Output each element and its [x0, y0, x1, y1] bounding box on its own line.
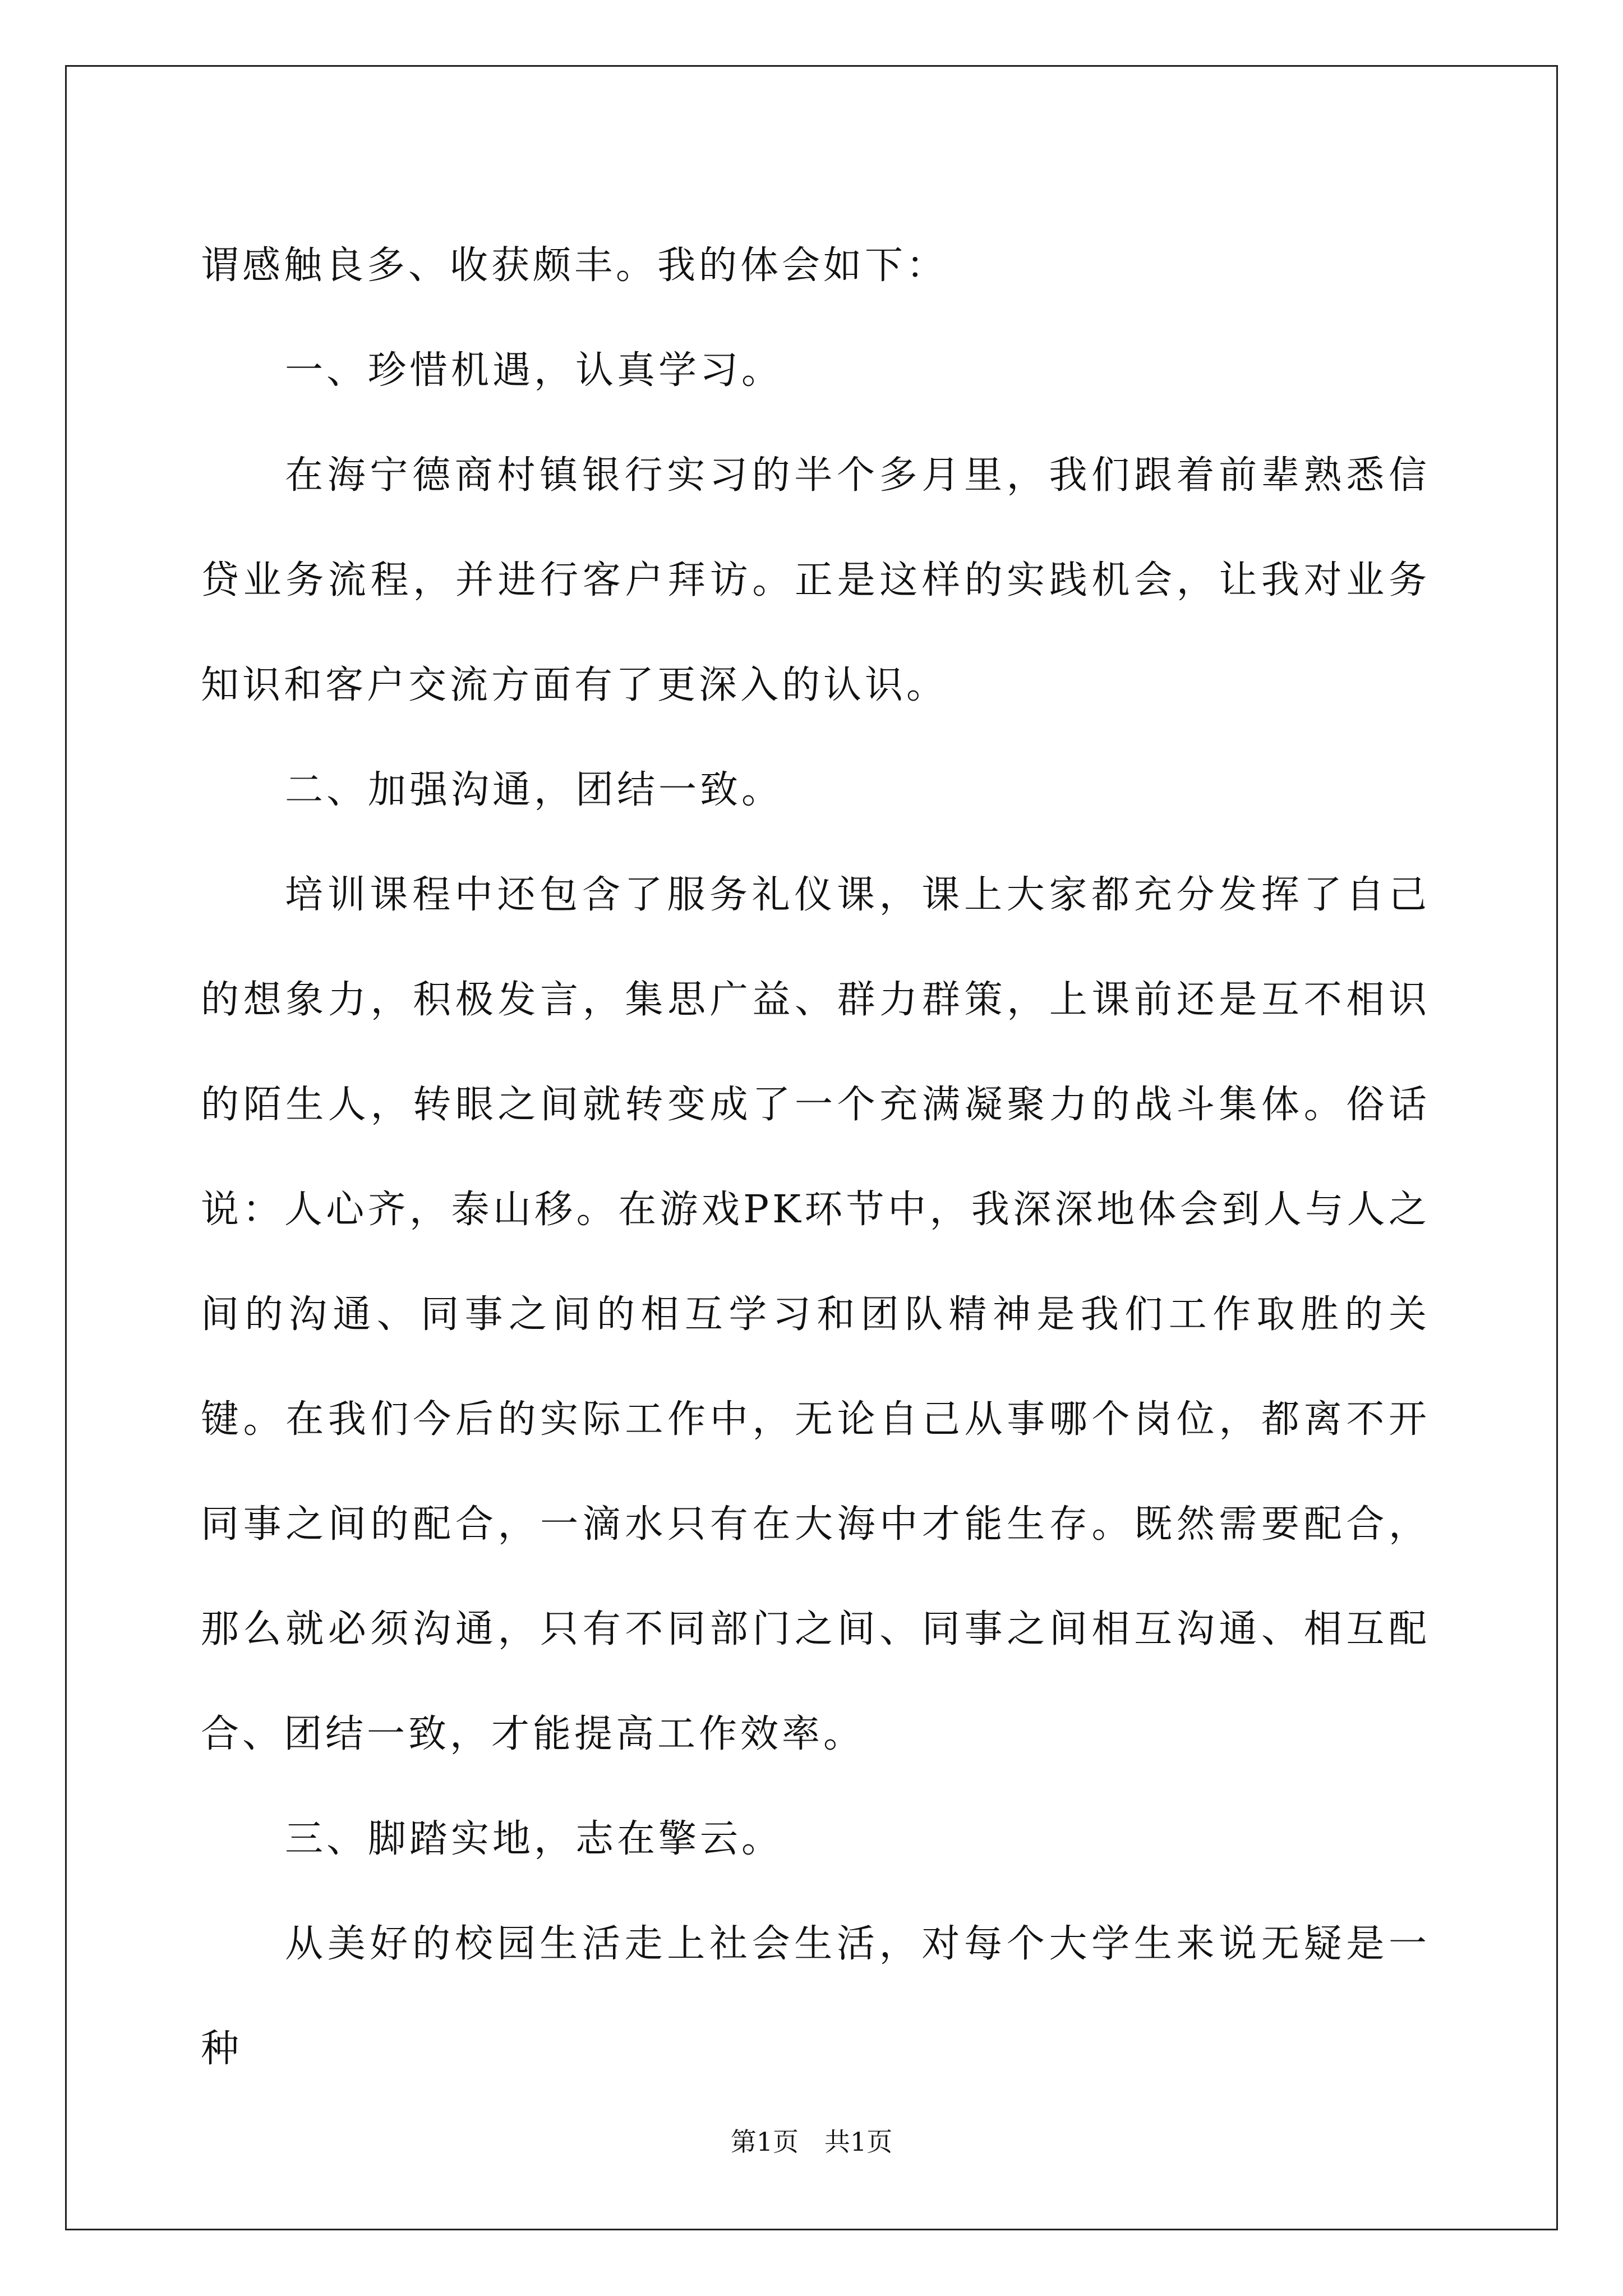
document-body	[201, 213, 1430, 2101]
section-heading-1: 一、珍惜机遇，认真学习。	[285, 348, 783, 393]
paragraph-internship: 在海宁德商村镇银行实习的半个多月里，我们跟着前辈熟悉信贷业务流程，并进行客户拜访。正是这样的实践机会，让我对业务知识和客户交流方面有了更深入的认识。	[201, 453, 1430, 707]
section-heading-3: 三、脚踏实地，志在擎云。	[285, 1817, 783, 1861]
paragraph-teamwork: 培训课程中还包含了服务礼仪课，课上大家都充分发挥了自己的想象力，积极发言，集思广益、群力群策，上课前还是互不相识的陌生人，转眼之间就转变成了一个充满凝聚力的战斗集体。俗话说：人心齐，泰山移。在游戏PK环节中，我深深地体会到人与人之间的沟通、同事之间的相互学习和团队精神是我们工作取胜的关键。在我们今后的实际工作中，无论自己从事哪个岗位，都离不开同事之间的配合，一滴水只有在大海中才能生存。既然需要配合，那么就必须沟通，只有不同部门之间、同事之间相互沟通、相互配合、团结一致，才能提高工作效率。	[201, 873, 1430, 1756]
section-heading-2: 二、加强沟通，团结一致。	[285, 768, 783, 812]
page-number-footer: 第1页 共1页	[730, 2127, 893, 2157]
paragraph-campus-to-society: 从美好的校园生活走上社会生活，对每个大学生来说无疑是一种	[201, 1922, 1430, 2071]
paragraph-intro-continuation: 谓感触良多、收获颇丰。我的体会如下：	[201, 243, 948, 288]
